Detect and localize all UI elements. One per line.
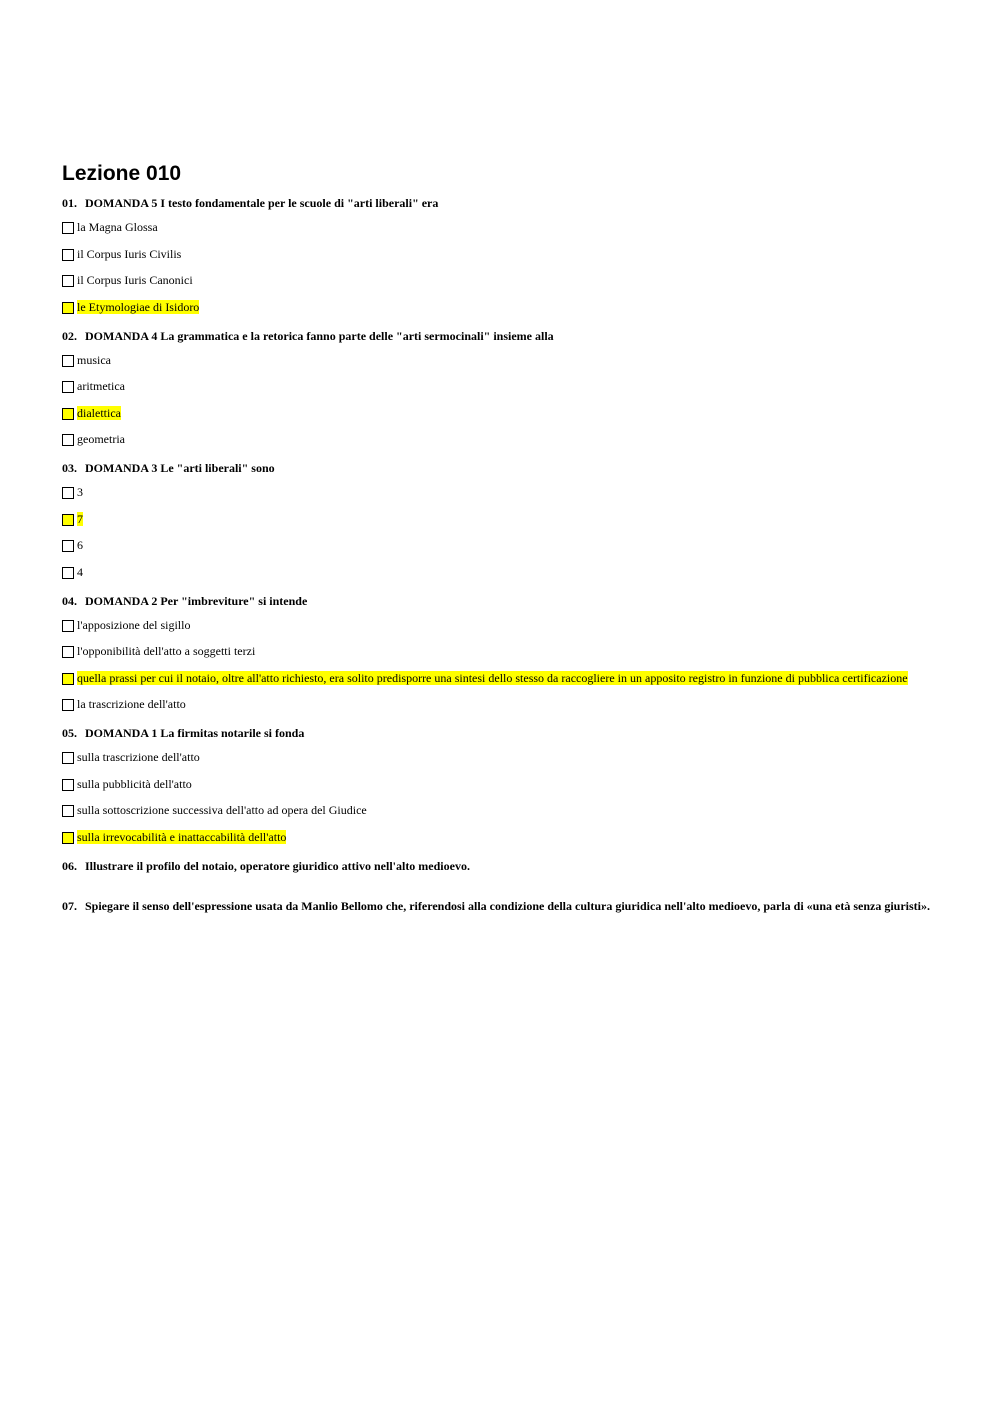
question-03 (62, 461, 932, 579)
checkbox-icon[interactable] (62, 275, 74, 287)
answer-label: 4 (77, 564, 83, 579)
answer-option[interactable] (62, 273, 932, 287)
answer-label: sulla pubblicità dell'atto (77, 776, 192, 791)
answer-option[interactable] (62, 750, 932, 764)
checkbox-icon[interactable] (62, 355, 74, 367)
question-heading (62, 196, 932, 210)
checkbox-icon[interactable] (62, 381, 74, 393)
checkbox-icon[interactable] (62, 540, 74, 552)
answer-option[interactable] (62, 353, 932, 367)
question-02 (62, 329, 932, 447)
open-question-list (62, 859, 932, 913)
question-heading (62, 461, 932, 475)
question-number: 07. (62, 898, 77, 913)
question-number: 05. (62, 726, 77, 740)
question-text: Spiegare il senso dell'espressione usata da Manlio Bellomo che, riferendosi alla condizione della cultura giuridica nell'alto medioevo, parla di «una età senza giuristi». (85, 898, 931, 913)
answer-label: il Corpus Iuris Canonici (77, 273, 193, 287)
answer-option[interactable] (62, 485, 932, 499)
answer-option-correct[interactable] (62, 300, 932, 314)
answer-option[interactable] (62, 565, 932, 579)
checkbox-icon[interactable] (62, 832, 74, 844)
checkbox-icon[interactable] (62, 434, 74, 446)
open-question-07 (62, 899, 932, 913)
checkbox-icon[interactable] (62, 673, 74, 685)
question-heading (62, 594, 932, 608)
checkbox-icon[interactable] (62, 222, 74, 234)
answer-label: la Magna Glossa (77, 220, 158, 234)
answer-option-correct[interactable] (62, 512, 932, 526)
answer-label: l'opponibilità dell'atto a soggetti terzi (77, 644, 256, 658)
answer-label: il Corpus Iuris Civilis (77, 246, 182, 261)
question-heading (62, 859, 932, 873)
question-text: DOMANDA 4 La grammatica e la retorica fanno parte delle "arti sermocinali" insieme alla (85, 328, 554, 343)
answer-label: dialettica (77, 405, 121, 420)
question-heading (62, 899, 932, 913)
answer-label: geometria (77, 432, 125, 446)
answer-label: 7 (77, 511, 83, 526)
answer-option[interactable] (62, 379, 932, 393)
checkbox-icon[interactable] (62, 620, 74, 632)
checkbox-icon[interactable] (62, 805, 74, 817)
question-heading (62, 329, 932, 343)
answer-label: sulla sottoscrizione successiva dell'atto ad opera del Giudice (77, 803, 367, 817)
answer-option-correct[interactable] (62, 671, 932, 685)
checkbox-icon[interactable] (62, 567, 74, 579)
answer-label: quella prassi per cui il notaio, oltre all'atto richiesto, era solito predisporre una sintesi dello stesso da raccogliere in un apposito registro in funzione di pubblica certificazione (77, 670, 908, 685)
checkbox-icon[interactable] (62, 487, 74, 499)
question-text: DOMANDA 2 Per "imbreviture" si intende (85, 593, 308, 608)
answer-label: le Etymologiae di Isidoro (77, 299, 200, 314)
answer-label: l'apposizione del sigillo (77, 617, 191, 632)
answer-option[interactable] (62, 618, 932, 632)
answer-label: 6 (77, 538, 83, 552)
answer-option[interactable] (62, 697, 932, 711)
checkbox-icon[interactable] (62, 699, 74, 711)
question-04 (62, 594, 932, 712)
checkbox-icon[interactable] (62, 408, 74, 420)
question-heading (62, 726, 932, 740)
checkbox-icon[interactable] (62, 779, 74, 791)
answer-option[interactable] (62, 803, 932, 817)
question-number: 06. (62, 858, 77, 873)
answer-label: 3 (77, 485, 83, 499)
question-text: DOMANDA 3 Le "arti liberali" sono (85, 461, 275, 475)
answer-option[interactable] (62, 777, 932, 791)
question-list (62, 196, 932, 844)
answer-option[interactable] (62, 644, 932, 658)
question-text: DOMANDA 1 La firmitas notarile si fonda (85, 726, 305, 740)
document-page (62, 162, 932, 939)
question-number: 02. (62, 328, 77, 343)
answer-label: la trascrizione dell'atto (77, 697, 186, 711)
lesson-title: Lezione 010 (62, 162, 182, 185)
answer-option[interactable] (62, 538, 932, 552)
answer-option[interactable] (62, 220, 932, 234)
open-question-06 (62, 859, 932, 873)
answer-label: sulla trascrizione dell'atto (77, 750, 200, 764)
question-number: 04. (62, 593, 77, 608)
answer-option[interactable] (62, 432, 932, 446)
answer-label: musica (77, 352, 111, 367)
question-text: DOMANDA 5 I testo fondamentale per le scuole di "arti liberali" era (85, 196, 439, 210)
checkbox-icon[interactable] (62, 302, 74, 314)
checkbox-icon[interactable] (62, 752, 74, 764)
checkbox-icon[interactable] (62, 514, 74, 526)
checkbox-icon[interactable] (62, 249, 74, 261)
question-number: 03. (62, 461, 77, 475)
answer-option-correct[interactable] (62, 406, 932, 420)
question-number: 01. (62, 196, 77, 210)
answer-label: aritmetica (77, 379, 125, 393)
question-text: Illustrare il profilo del notaio, operatore giuridico attivo nell'alto medioevo. (85, 858, 470, 873)
answer-label: sulla irrevocabilità e inattaccabilità dell'atto (77, 829, 287, 844)
answer-option[interactable] (62, 247, 932, 261)
checkbox-icon[interactable] (62, 646, 74, 658)
question-01 (62, 196, 932, 314)
answer-option-correct[interactable] (62, 830, 932, 844)
question-05 (62, 726, 932, 844)
